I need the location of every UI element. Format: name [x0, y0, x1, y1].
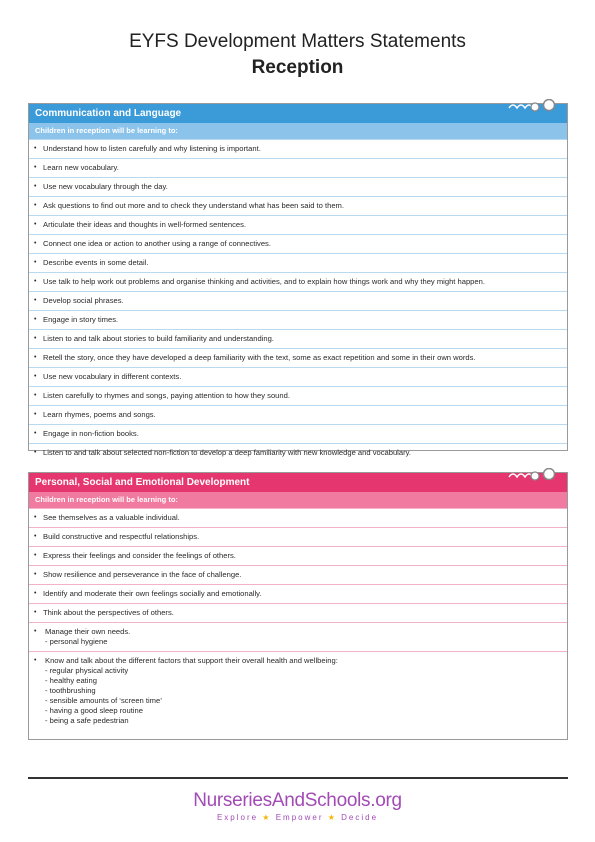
health-sub: - being a safe pedestrian [45, 716, 129, 725]
star-icon: ★ [262, 813, 272, 822]
health-main: • Know and talk about the different factors that support their overall health and wellbeing: [45, 656, 338, 665]
list-item: • Listen to and talk about selected non-fiction to develop a deep familiarity with new knowledge and vocabulary. [29, 443, 567, 462]
logo-suffix: .org [370, 790, 402, 811]
list-item: • Use new vocabulary through the day. [29, 177, 567, 196]
health-sub: - sensible amounts of ‘screen time’ [45, 696, 162, 705]
tagline-empower: Empower [275, 813, 324, 822]
list-item: • Build constructive and respectful relationships. [29, 527, 567, 546]
list-item: • Use new vocabulary in different contexts. [29, 367, 567, 386]
list-item: • Connect one idea or action to another using a range of connectives. [29, 234, 567, 253]
list-item: • Engage in non-fiction books. [29, 424, 567, 443]
personal-list [29, 508, 567, 730]
needs-sub: - personal hygiene [45, 637, 108, 646]
list-item: • Learn rhymes, poems and songs. [29, 405, 567, 424]
needs-main: • Manage their own needs. [45, 627, 131, 636]
brand-tagline [0, 813, 595, 822]
communication-heading [29, 104, 567, 123]
communication-section [28, 103, 568, 457]
personal-section [28, 472, 568, 740]
page-title: EYFS Development Matters Statements [129, 31, 466, 52]
list-item-health [29, 651, 567, 730]
list-item: • Use talk to help work out problems and organise thinking and activities, and to explain how things work and why they might happen. [29, 272, 567, 291]
list-item: • Learn new vocabulary. [29, 158, 567, 177]
list-item: • Retell the story, once they have developed a deep familiarity with the text, some as exact repetition and some in their own words. [29, 348, 567, 367]
footer-divider [28, 777, 568, 779]
list-item: • Develop social phrases. [29, 291, 567, 310]
star-icon: ★ [327, 813, 337, 822]
communication-heading-text: Communication and Language [35, 108, 182, 119]
communication-subheading: Children in reception will be learning to: [29, 123, 567, 139]
list-item: • Express their feelings and consider the feelings of others. [29, 546, 567, 565]
list-item: • Listen carefully to rhymes and songs, paying attention to how they sound. [29, 386, 567, 405]
list-item: • See themselves as a valuable individual. [29, 508, 567, 527]
personal-heading [29, 473, 567, 492]
tagline-explore: Explore [216, 813, 259, 822]
list-item: • Listen to and talk about stories to build familiarity and understanding. [29, 329, 567, 348]
list-item: • Identify and moderate their own feelings socially and emotionally. [29, 584, 567, 603]
binder-clip-icon [507, 99, 559, 113]
health-sub: - regular physical activity [45, 666, 129, 675]
list-item: • Show resilience and perseverance in the face of challenge. [29, 565, 567, 584]
list-item: • Articulate their ideas and thoughts in well-formed sentences. [29, 215, 567, 234]
personal-heading-text: Personal, Social and Emotional Development [35, 477, 250, 488]
personal-subheading: Children in reception will be learning to: [29, 492, 567, 508]
list-item: • Ask questions to find out more and to check they understand what has been said to them. [29, 196, 567, 215]
list-item: • Think about the perspectives of others. [29, 603, 567, 622]
list-item: • Engage in story times. [29, 310, 567, 329]
list-item: • Understand how to listen carefully and why listening is important. [29, 139, 567, 158]
list-item: • Describe events in some detail. [29, 253, 567, 272]
logo-text: NurseriesAndSchools [193, 790, 371, 811]
page-subtitle: Reception [251, 57, 344, 78]
communication-list [29, 139, 567, 462]
binder-clip-icon [507, 468, 559, 482]
health-sub: - healthy eating [45, 676, 97, 685]
brand-logo[interactable] [0, 790, 595, 812]
health-sub: - having a good sleep routine [45, 706, 143, 715]
tagline-decide: Decide [341, 813, 379, 822]
health-sub: - toothbrushing [45, 686, 96, 695]
list-item-needs [29, 622, 567, 651]
